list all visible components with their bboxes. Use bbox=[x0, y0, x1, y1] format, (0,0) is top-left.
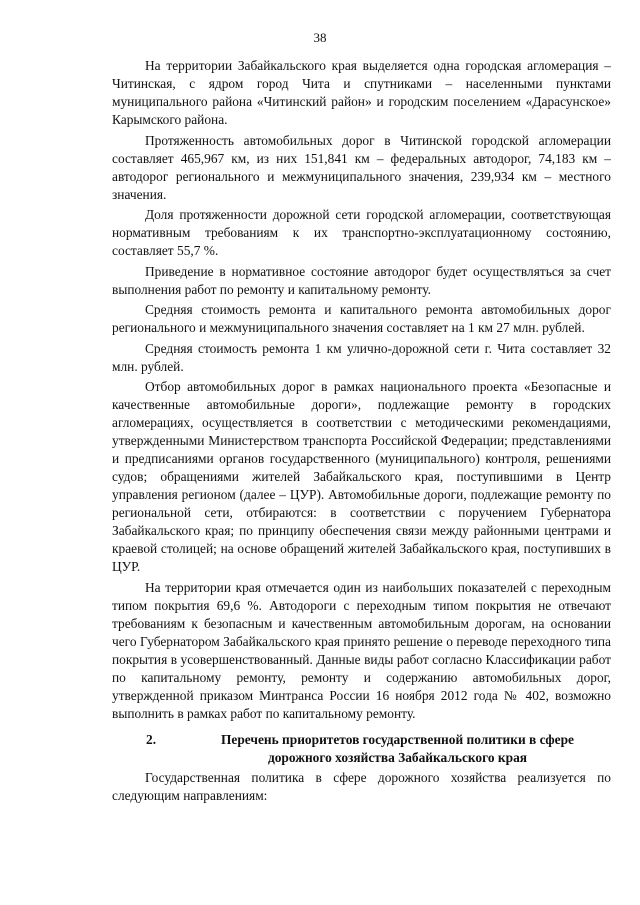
paragraph-repair-plan: Приведение в нормативное состояние автодорог будет осуществляться за счет выполнения работ по ремонту и капитальному ремонту. bbox=[112, 263, 611, 297]
paragraph-road-length: Протяженность автомобильных дорог в Читинской городской агломерации составляет 465,967 км, из них 151,841 км – федеральных автодорог, 74,183 км – автодорог регионального и межмуниципального значения, 239,934 км – местного значения. bbox=[112, 132, 611, 202]
paragraph-normative-share: Доля протяженности дорожной сети городской агломерации, соответствующая нормативным требованиям к их транспортно-эксплуатационному состоянию, составляет 55,7 %. bbox=[112, 207, 611, 258]
paragraph-city-cost: Средняя стоимость ремонта 1 км улично-дорожной сети г. Чита составляет 32 млн. рублей. bbox=[112, 340, 611, 374]
section-title: Перечень приоритетов государственной политики в сфере дорожного хозяйства Забайкальского края bbox=[221, 731, 574, 765]
section-number: 2. bbox=[146, 731, 157, 747]
paragraph-policy-directions: Государственная политика в сфере дорожного хозяйства реализуется по следующим направлениям: bbox=[112, 769, 611, 803]
paragraph-agglomeration: На территории Забайкальского края выделяется одна городская агломерация – Читинская, с ядром город Чита и спутниками – населенными пунктами муниципального района «Читинский район» и городским поселением «Дарасунское» Карымского района. bbox=[112, 58, 611, 127]
body-text bbox=[112, 57, 611, 807]
page-number: 38 bbox=[313, 30, 327, 45]
paragraph-road-selection: Отбор автомобильных дорог в рамках национального проекта «Безопасные и качественные автомобильные дороги», подлежащие ремонту в городских агломерациях, осуществляется в соответствии с методическими рекомендациями, утвержденными Министерством транспорта Российской Федерации; представлениями и предписаниями органов государственного (муниципального) контроля, решениями судов; обращениями жителей Забайкальского края, поступившими в Центр управления регионом (далее – ЦУР). Автомобильные дороги, подлежащие ремонту по региональной сети, отбираются: в соответствии с поручением Губернатора Забайкальского края; по принципу обеспечения связи между районными центрами и краевой столицей; на основе обращений жителей Забайкальского края, поступивших в ЦУР. bbox=[112, 379, 611, 574]
paragraph-regional-cost: Средняя стоимость ремонта и капитального ремонта автомобильных дорог регионального и межмуниципального значения составляет на 1 км 27 млн. рублей. bbox=[112, 302, 611, 335]
paragraph-transitional-coverage: На территории края отмечается один из наибольших показателей с переходным типом покрытия 69,6 %. Автодороги с переходным типом покрытия не отвечают требованиям к безопасным и качественным автомобильным дорогам, на основании чего Губернатором Забайкальского края принято решение о переводе переходного типа покрытия в усовершенствованный. Данные виды работ согласно Классификации работ по капитальному ремонту, ремонту и содержанию автомобильных дорог, утвержденной приказом Минтранса России 16 ноября 2012 года № 402, возможно выполнить в рамках работ по капитальному ремонту. bbox=[112, 579, 611, 721]
section-heading bbox=[112, 731, 611, 767]
